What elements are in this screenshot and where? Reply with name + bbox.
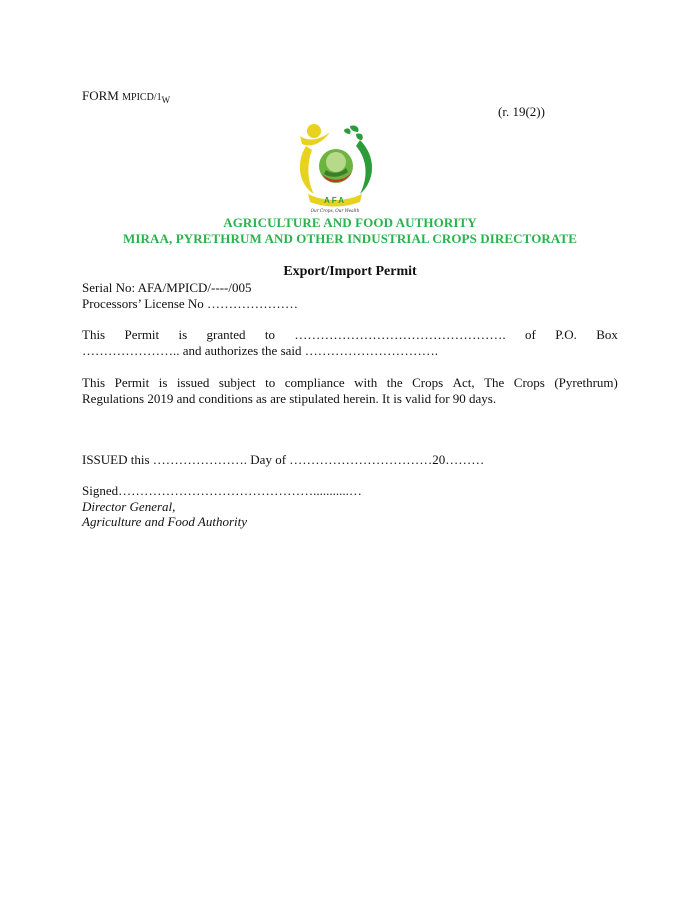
conditions-word: is xyxy=(158,375,168,390)
conditions-word: This xyxy=(82,375,106,390)
granted-line xyxy=(82,327,618,343)
conditions-word: to xyxy=(265,375,276,390)
logo-wordmark: AFA xyxy=(324,196,346,205)
signatory-organization: Agriculture and Food Authority xyxy=(82,514,248,529)
signature-line: Signed………………………………………...........… xyxy=(82,483,362,498)
logo-tagline: Our Crops, Our Wealth xyxy=(310,208,360,213)
conditions-paragraph xyxy=(82,375,618,407)
conditions-word: Act, xyxy=(452,375,475,390)
conditions-word: (Pyrethrum) xyxy=(554,375,618,390)
conditions-word: subject xyxy=(218,375,256,390)
granted-line-2: ………………….. and authorizes the said …………………………. xyxy=(82,343,439,358)
form-subscript: W xyxy=(161,95,171,105)
form-label: FORM xyxy=(82,88,119,103)
grantee-blank: …………………………………………. xyxy=(294,327,506,342)
conditions-word: issued xyxy=(176,375,210,390)
conditions-word: compliance xyxy=(284,375,345,390)
granted-word: This xyxy=(82,327,106,342)
conditions-word: with xyxy=(354,375,378,390)
signatory-title: Director General, xyxy=(82,499,176,514)
rule-reference: (r. 19(2)) xyxy=(498,104,545,119)
conditions-line-2: Regulations 2019 and conditions as are stipulated herein. It is valid for 90 days. xyxy=(82,391,497,406)
conditions-line-1 xyxy=(82,375,618,391)
granted-word: to xyxy=(264,327,276,342)
directorate-name: MIRAA, PYRETHRUM AND OTHER INDUSTRIAL CROPS DIRECTORATE xyxy=(123,231,577,246)
conditions-word: Permit xyxy=(114,375,150,390)
permit-title: Export/Import Permit xyxy=(283,264,417,279)
processors-license: Processors’ License No ………………… xyxy=(82,296,299,311)
serial-number: Serial No: AFA/MPICD/----/005 xyxy=(82,280,252,295)
conditions-word: Crops xyxy=(513,375,545,390)
granted-word: is xyxy=(178,327,188,342)
conditions-word: The xyxy=(484,375,505,390)
granted-word: of xyxy=(524,327,536,342)
granted-word: granted xyxy=(206,327,246,342)
afa-logo xyxy=(290,122,380,214)
afa-logo-graphic xyxy=(290,122,380,214)
authority-name: AGRICULTURE AND FOOD AUTHORITY xyxy=(223,215,477,230)
granted-word: Permit xyxy=(124,327,160,342)
form-code xyxy=(82,88,170,108)
form-number: MPICD/1 xyxy=(122,92,162,103)
conditions-word: the xyxy=(386,375,403,390)
issued-line: ISSUED this …………………. Day of ……………………………20……… xyxy=(82,452,485,467)
conditions-word: Crops xyxy=(412,375,444,390)
granted-word: Box xyxy=(596,327,618,342)
granted-word: P.O. xyxy=(555,327,577,342)
